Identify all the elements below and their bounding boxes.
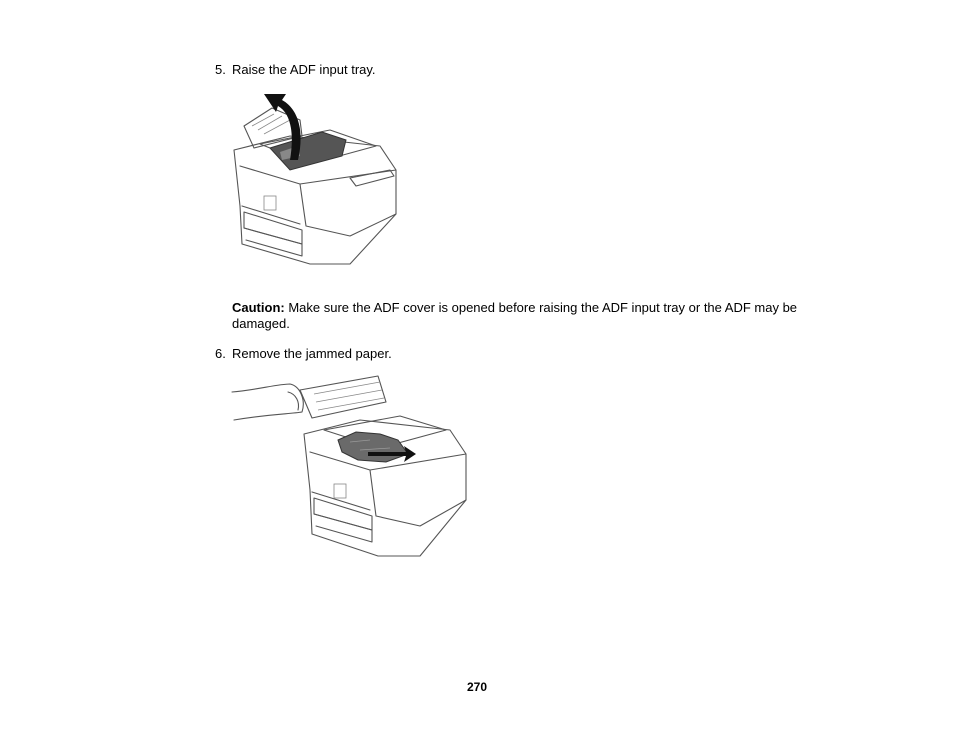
caution-text: Make sure the ADF cover is opened before raising the ADF input tray or the ADF may be damaged. <box>232 300 798 331</box>
caution-note <box>232 300 832 332</box>
remove-jammed-paper-illustration <box>230 370 470 560</box>
step-6 <box>215 346 392 362</box>
step-text: Remove the jammed paper. <box>232 346 392 361</box>
step-text: Raise the ADF input tray. <box>232 62 376 77</box>
raise-adf-tray-illustration <box>230 86 402 270</box>
page-number: 270 <box>466 680 488 694</box>
step-5 <box>215 62 376 78</box>
step-number: 6. <box>215 346 226 361</box>
caution-label: Caution: <box>232 300 285 315</box>
step-number: 5. <box>215 62 226 77</box>
